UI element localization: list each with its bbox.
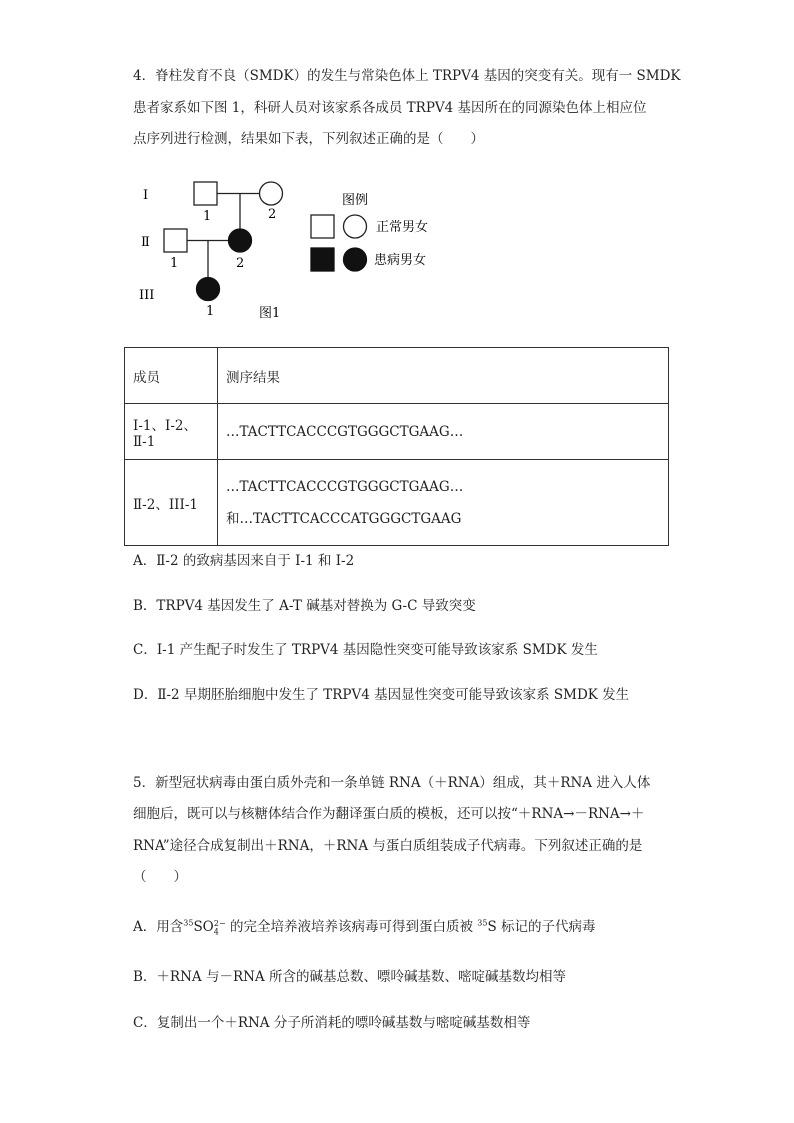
generation-label-2: Ⅱ <box>141 235 150 250</box>
header-member: 成员 <box>125 348 218 404</box>
q4-stem-line1: 4．脊柱发育不良（SMDK）的发生与常染色体上 TRPV4 基因的突变有关。现有一 SMDK <box>133 68 681 84</box>
row2-result-line2: 和…TACTTCACCCATGGGCTGAAG <box>226 510 462 527</box>
q4-stem-line2: 患者家系如下图 1，科研人员对该家系各成员 TRPV4 基因所在的同源染色体上相应位 <box>133 100 647 116</box>
row2-result <box>218 460 669 546</box>
table-row <box>125 460 669 546</box>
row2-member: Ⅱ-2、III-1 <box>125 460 218 546</box>
legend-affected-male-icon <box>311 248 334 271</box>
q5-option-a-isotope-2: 35 <box>477 918 488 928</box>
figure-caption: 图1 <box>259 306 281 321</box>
q5-option-a-suffix: S 标记的子代病毒 <box>487 919 596 935</box>
pedigree-figure <box>130 170 460 330</box>
q4-option-a: A．Ⅱ-2 的致病基因来自于 I-1 和 I-2 <box>133 553 355 569</box>
q4-option-c: C．I-1 产生配子时发生了 TRPV4 基因隐性突变可能导致该家系 SMDK 发生 <box>133 642 598 658</box>
sequencing-table <box>124 347 669 546</box>
q5-stem-line3: RNA”途径合成复制出＋RNA，＋RNA 与蛋白质组装成子代病毒。下列叙述正确的是 <box>133 838 643 854</box>
label-I-1: 1 <box>203 209 212 224</box>
table-row <box>125 404 669 460</box>
q5-option-a-subscript: 4 <box>213 927 219 937</box>
q5-stem-line4: （ ） <box>133 869 187 885</box>
legend-affected-female-icon <box>344 248 367 271</box>
row1-member: I-1、I-2、Ⅱ-1 <box>125 404 218 460</box>
individual-III-1-affected-female <box>197 278 220 301</box>
legend-normal-female-icon <box>344 215 367 238</box>
row1-result: …TACTTCACCCGTGGGCTGAAG… <box>218 404 669 460</box>
label-II-1: 1 <box>170 256 179 271</box>
q5-option-a-middle: 的完全培养液培养该病毒可得到蛋白质被 <box>229 919 473 935</box>
q5-stem-line2: 细胞后，既可以与核糖体结合作为翻译蛋白质的模板，还可以按“＋RNA→－RNA→＋ <box>133 806 645 822</box>
table-header-row <box>125 348 669 404</box>
q5-option-a-isotope: 35 <box>183 918 194 928</box>
legend-normal-label: 正常男女 <box>376 220 429 235</box>
header-result: 测序结果 <box>218 348 669 404</box>
individual-II-2-affected-female <box>229 229 252 252</box>
q5-option-a-prefix: A．用含 <box>133 919 184 935</box>
q5-option-a-charge: 2− <box>213 918 226 928</box>
q5-option-a-ion: SO <box>193 919 214 935</box>
legend-affected-label: 患病男女 <box>374 253 427 268</box>
q5-option-b: B．＋RNA 与－RNA 所含的碱基总数、嘌呤碱基数、嘧啶碱基数均相等 <box>133 969 566 985</box>
row2-result-line1: …TACTTCACCCGTGGGCTGAAG… <box>226 478 464 495</box>
individual-I-1-normal-male <box>194 182 217 205</box>
individual-I-2-normal-female <box>260 182 283 205</box>
generation-label-3: III <box>139 288 155 303</box>
label-I-2: 2 <box>268 207 277 222</box>
individual-II-1-normal-male <box>164 229 187 252</box>
legend-title: 图例 <box>342 193 369 208</box>
generation-label-1: I <box>143 188 149 203</box>
legend-normal-male-icon <box>311 215 334 238</box>
q5-option-a <box>133 917 595 937</box>
q4-option-b: B．TRPV4 基因发生了 A-T 碱基对替换为 G-C 导致突变 <box>133 598 476 614</box>
q5-stem-line1: 5．新型冠状病毒由蛋白质外壳和一条单链 RNA（＋RNA）组成，其＋RNA 进入人体 <box>133 775 651 791</box>
label-II-2: 2 <box>236 256 245 271</box>
q4-option-d: D．Ⅱ-2 早期胚胎细胞中发生了 TRPV4 基因显性突变可能导致该家系 SMDK 发生 <box>133 687 630 703</box>
q5-option-c: C．复制出一个＋RNA 分子所消耗的嘌呤碱基数与嘧啶碱基数相等 <box>133 1015 531 1031</box>
q4-stem-line3: 点序列进行检测，结果如下表，下列叙述正确的是（ ） <box>133 131 484 147</box>
label-III-1: 1 <box>206 304 215 319</box>
